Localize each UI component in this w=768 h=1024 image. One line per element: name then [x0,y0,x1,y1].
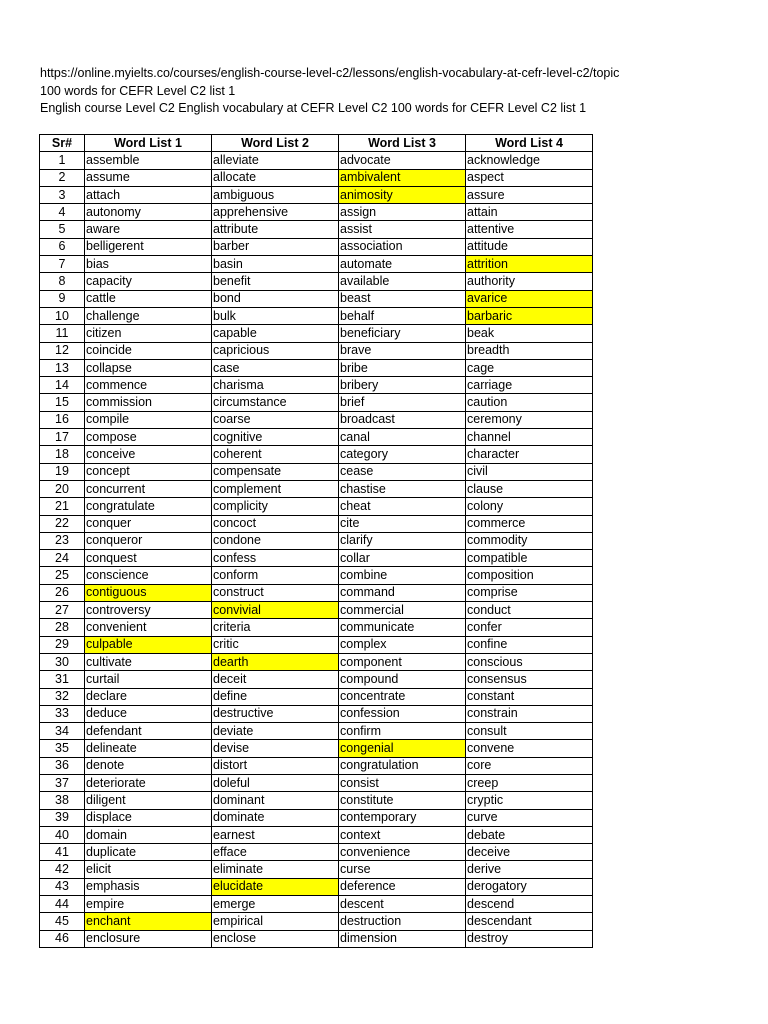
word-cell-list-4: commerce [466,515,593,532]
table-row [40,602,593,619]
table-row [40,411,593,428]
table-row [40,463,593,480]
word-cell-list-3: dimension [339,930,466,947]
word-cell-list-1: capacity [85,273,212,290]
word-cell-list-4: authority [466,273,593,290]
word-cell-list-1: belligerent [85,238,212,255]
row-number-cell: 14 [40,377,85,394]
word-cell-list-1: elicit [85,861,212,878]
word-cell-list-3: cease [339,463,466,480]
word-list-table [39,134,593,948]
word-cell-list-2: confess [212,550,339,567]
row-number-cell: 34 [40,723,85,740]
word-cell-list-2: complement [212,480,339,497]
table-row [40,636,593,653]
word-cell-list-1: empire [85,896,212,913]
row-number-cell: 26 [40,584,85,601]
word-cell-list-2: deviate [212,723,339,740]
word-cell-list-1: citizen [85,325,212,342]
word-cell-list-1: controversy [85,602,212,619]
document-header [40,65,619,118]
word-cell-list-3: beneficiary [339,325,466,342]
word-cell-list-4: creep [466,774,593,791]
word-cell-list-4: cage [466,359,593,376]
table-row [40,152,593,169]
word-cell-list-2: critic [212,636,339,653]
word-cell-list-4: confine [466,636,593,653]
word-cell-list-3: cite [339,515,466,532]
word-cell-list-3: concentrate [339,688,466,705]
word-cell-list-3: component [339,653,466,670]
word-cell-list-4: ceremony [466,411,593,428]
table-row [40,221,593,238]
row-number-cell: 38 [40,792,85,809]
word-cell-list-3: confession [339,705,466,722]
word-cell-list-2: distort [212,757,339,774]
word-cell-list-4: descend [466,896,593,913]
word-cell-list-4: consult [466,723,593,740]
word-cell-list-4: deceive [466,844,593,861]
word-cell-list-4: attain [466,204,593,221]
word-cell-list-4: carriage [466,377,593,394]
word-cell-list-1: declare [85,688,212,705]
table-row [40,774,593,791]
row-number-cell: 33 [40,705,85,722]
word-cell-list-4: attitude [466,238,593,255]
word-cell-list-2: alleviate [212,152,339,169]
word-cell-list-1: conquest [85,550,212,567]
word-cell-list-2: destructive [212,705,339,722]
row-number-cell: 45 [40,913,85,930]
table-row [40,204,593,221]
word-cell-list-4: commodity [466,532,593,549]
word-cell-list-2: barber [212,238,339,255]
table-row [40,792,593,809]
word-cell-list-4: constrain [466,705,593,722]
word-cell-list-4: descendant [466,913,593,930]
table-row [40,930,593,947]
word-cell-list-1: defendant [85,723,212,740]
row-number-cell: 10 [40,307,85,324]
breadcrumb: English course Level C2 English vocabulary at CEFR Level C2 100 words for CEFR Level C2 list 1 [40,101,587,115]
word-cell-list-3: deference [339,878,466,895]
row-number-cell: 17 [40,429,85,446]
word-cell-list-3: cheat [339,498,466,515]
word-cell-list-1: assemble [85,152,212,169]
row-number-cell: 20 [40,480,85,497]
word-cell-list-2: condone [212,532,339,549]
word-cell-list-4: constant [466,688,593,705]
word-cell-list-2: convivial [212,602,339,619]
word-cell-list-3: chastise [339,480,466,497]
table-row [40,532,593,549]
word-cell-list-4: attrition [466,256,593,273]
word-cell-list-1: cattle [85,290,212,307]
word-cell-list-1: curtail [85,671,212,688]
word-cell-list-3: compound [339,671,466,688]
word-cell-list-2: complicity [212,498,339,515]
word-cell-list-3: combine [339,567,466,584]
word-cell-list-2: earnest [212,826,339,843]
word-cell-list-2: basin [212,256,339,273]
list-title: 100 words for CEFR Level C2 list 1 [40,83,236,98]
table-row [40,273,593,290]
table-row [40,480,593,497]
word-cell-list-4: consensus [466,671,593,688]
table-row [40,705,593,722]
word-cell-list-3: assign [339,204,466,221]
word-cell-list-4: avarice [466,290,593,307]
word-cell-list-3: assist [339,221,466,238]
row-number-cell: 32 [40,688,85,705]
word-cell-list-2: enclose [212,930,339,947]
word-cell-list-1: domain [85,826,212,843]
row-number-cell: 37 [40,774,85,791]
table-row [40,861,593,878]
word-cell-list-1: culpable [85,636,212,653]
word-cell-list-3: bribery [339,377,466,394]
word-cell-list-3: bribe [339,359,466,376]
word-cell-list-3: clarify [339,532,466,549]
word-cell-list-3: constitute [339,792,466,809]
word-cell-list-1: conqueror [85,532,212,549]
row-number-cell: 9 [40,290,85,307]
word-cell-list-2: criteria [212,619,339,636]
word-cell-list-3: destruction [339,913,466,930]
word-cell-list-3: category [339,446,466,463]
word-cell-list-3: beast [339,290,466,307]
word-cell-list-4: composition [466,567,593,584]
word-cell-list-1: deteriorate [85,774,212,791]
source-url: https://online.myielts.co/courses/english-course-level-c2/lessons/english-vocabulary-at-cefr-level-c2/topic [40,66,620,80]
table-row [40,377,593,394]
row-number-cell: 2 [40,169,85,186]
row-number-cell: 28 [40,619,85,636]
table-row [40,169,593,186]
word-cell-list-3: commercial [339,602,466,619]
table-row [40,653,593,670]
row-number-cell: 36 [40,757,85,774]
word-cell-list-2: define [212,688,339,705]
word-cell-list-2: empirical [212,913,339,930]
word-cell-list-4: derogatory [466,878,593,895]
column-header-sr: Sr# [40,135,85,152]
word-cell-list-2: conform [212,567,339,584]
table-row [40,826,593,843]
word-cell-list-4: caution [466,394,593,411]
table-row [40,342,593,359]
table-row [40,619,593,636]
column-header-word-list-1: Word List 1 [85,135,212,152]
table-row [40,723,593,740]
word-cell-list-3: command [339,584,466,601]
word-cell-list-4: aspect [466,169,593,186]
word-cell-list-3: behalf [339,307,466,324]
row-number-cell: 6 [40,238,85,255]
word-cell-list-2: dominant [212,792,339,809]
word-cell-list-1: cultivate [85,653,212,670]
word-cell-list-4: civil [466,463,593,480]
word-cell-list-3: convenience [339,844,466,861]
word-cell-list-3: brief [339,394,466,411]
table-row [40,325,593,342]
row-number-cell: 16 [40,411,85,428]
table-row [40,186,593,203]
column-header-word-list-4: Word List 4 [466,135,593,152]
word-cell-list-2: coherent [212,446,339,463]
table-row [40,498,593,515]
word-cell-list-2: charisma [212,377,339,394]
row-number-cell: 7 [40,256,85,273]
word-cell-list-3: association [339,238,466,255]
word-cell-list-4: acknowledge [466,152,593,169]
table-row [40,446,593,463]
word-cell-list-4: beak [466,325,593,342]
word-cell-list-1: convenient [85,619,212,636]
row-number-cell: 41 [40,844,85,861]
row-number-cell: 43 [40,878,85,895]
word-cell-list-2: apprehensive [212,204,339,221]
word-cell-list-2: construct [212,584,339,601]
row-number-cell: 27 [40,602,85,619]
word-cell-list-3: congratulation [339,757,466,774]
word-cell-list-4: compatible [466,550,593,567]
row-number-cell: 8 [40,273,85,290]
word-cell-list-4: channel [466,429,593,446]
table-row [40,584,593,601]
word-cell-list-1: conscience [85,567,212,584]
row-number-cell: 31 [40,671,85,688]
word-cell-list-1: denote [85,757,212,774]
word-cell-list-4: character [466,446,593,463]
word-cell-list-4: destroy [466,930,593,947]
word-cell-list-4: clause [466,480,593,497]
word-cell-list-3: automate [339,256,466,273]
row-number-cell: 35 [40,740,85,757]
table-row [40,515,593,532]
word-cell-list-3: broadcast [339,411,466,428]
word-cell-list-4: attentive [466,221,593,238]
word-cell-list-1: aware [85,221,212,238]
row-number-cell: 15 [40,394,85,411]
word-cell-list-1: contiguous [85,584,212,601]
table-row [40,429,593,446]
word-cell-list-3: communicate [339,619,466,636]
table-row [40,878,593,895]
word-cell-list-1: concurrent [85,480,212,497]
word-cell-list-4: confer [466,619,593,636]
word-cell-list-3: brave [339,342,466,359]
row-number-cell: 11 [40,325,85,342]
word-cell-list-4: cryptic [466,792,593,809]
table-row [40,671,593,688]
word-cell-list-2: capricious [212,342,339,359]
word-cell-list-3: complex [339,636,466,653]
word-cell-list-1: concept [85,463,212,480]
table-row [40,757,593,774]
word-cell-list-2: deceit [212,671,339,688]
word-cell-list-1: challenge [85,307,212,324]
word-cell-list-1: commission [85,394,212,411]
word-cell-list-2: eliminate [212,861,339,878]
row-number-cell: 1 [40,152,85,169]
word-cell-list-2: dominate [212,809,339,826]
row-number-cell: 23 [40,532,85,549]
word-cell-list-2: cognitive [212,429,339,446]
word-cell-list-3: contemporary [339,809,466,826]
row-number-cell: 39 [40,809,85,826]
table-row [40,238,593,255]
table-row [40,688,593,705]
word-cell-list-1: assume [85,169,212,186]
word-cell-list-3: advocate [339,152,466,169]
word-cell-list-2: case [212,359,339,376]
row-number-cell: 42 [40,861,85,878]
row-number-cell: 12 [40,342,85,359]
word-cell-list-4: conduct [466,602,593,619]
word-cell-list-4: breadth [466,342,593,359]
word-cell-list-3: context [339,826,466,843]
row-number-cell: 40 [40,826,85,843]
word-cell-list-4: barbaric [466,307,593,324]
word-cell-list-1: conceive [85,446,212,463]
row-number-cell: 5 [40,221,85,238]
table-row [40,359,593,376]
word-cell-list-2: emerge [212,896,339,913]
word-cell-list-4: core [466,757,593,774]
table-row [40,913,593,930]
table-row [40,290,593,307]
word-cell-list-3: collar [339,550,466,567]
table-row [40,394,593,411]
table-row [40,740,593,757]
word-cell-list-4: derive [466,861,593,878]
word-cell-list-1: delineate [85,740,212,757]
row-number-cell: 24 [40,550,85,567]
row-number-cell: 13 [40,359,85,376]
column-header-word-list-2: Word List 2 [212,135,339,152]
word-cell-list-4: colony [466,498,593,515]
word-cell-list-2: bulk [212,307,339,324]
word-cell-list-1: emphasis [85,878,212,895]
word-cell-list-1: attach [85,186,212,203]
table-row [40,256,593,273]
word-cell-list-1: commence [85,377,212,394]
row-number-cell: 29 [40,636,85,653]
word-cell-list-2: dearth [212,653,339,670]
word-cell-list-1: displace [85,809,212,826]
word-cell-list-2: coarse [212,411,339,428]
word-cell-list-3: confirm [339,723,466,740]
word-cell-list-3: congenial [339,740,466,757]
table-body [40,152,593,948]
word-cell-list-2: circumstance [212,394,339,411]
word-cell-list-1: duplicate [85,844,212,861]
table-row [40,567,593,584]
word-cell-list-2: bond [212,290,339,307]
word-cell-list-2: compensate [212,463,339,480]
table-row [40,896,593,913]
word-cell-list-3: consist [339,774,466,791]
word-cell-list-3: available [339,273,466,290]
table-row [40,550,593,567]
table-header-row [40,135,593,152]
table-row [40,307,593,324]
table-row [40,844,593,861]
word-cell-list-1: coincide [85,342,212,359]
word-cell-list-4: convene [466,740,593,757]
word-cell-list-2: devise [212,740,339,757]
column-header-word-list-3: Word List 3 [339,135,466,152]
word-cell-list-3: animosity [339,186,466,203]
word-cell-list-4: conscious [466,653,593,670]
row-number-cell: 44 [40,896,85,913]
row-number-cell: 46 [40,930,85,947]
table-row [40,809,593,826]
row-number-cell: 4 [40,204,85,221]
word-cell-list-1: collapse [85,359,212,376]
word-cell-list-1: compile [85,411,212,428]
word-cell-list-2: attribute [212,221,339,238]
word-cell-list-1: deduce [85,705,212,722]
word-cell-list-1: diligent [85,792,212,809]
row-number-cell: 22 [40,515,85,532]
word-cell-list-1: enclosure [85,930,212,947]
word-cell-list-1: congratulate [85,498,212,515]
word-cell-list-2: doleful [212,774,339,791]
word-cell-list-2: capable [212,325,339,342]
row-number-cell: 21 [40,498,85,515]
row-number-cell: 3 [40,186,85,203]
row-number-cell: 19 [40,463,85,480]
word-cell-list-4: comprise [466,584,593,601]
word-cell-list-1: enchant [85,913,212,930]
word-cell-list-3: ambivalent [339,169,466,186]
word-cell-list-2: ambiguous [212,186,339,203]
word-cell-list-1: autonomy [85,204,212,221]
row-number-cell: 25 [40,567,85,584]
word-cell-list-1: compose [85,429,212,446]
word-cell-list-1: bias [85,256,212,273]
word-cell-list-2: concoct [212,515,339,532]
word-cell-list-2: elucidate [212,878,339,895]
word-cell-list-2: allocate [212,169,339,186]
word-cell-list-4: debate [466,826,593,843]
word-cell-list-1: conquer [85,515,212,532]
word-cell-list-2: efface [212,844,339,861]
word-cell-list-3: curse [339,861,466,878]
word-cell-list-2: benefit [212,273,339,290]
row-number-cell: 30 [40,653,85,670]
row-number-cell: 18 [40,446,85,463]
word-cell-list-3: descent [339,896,466,913]
word-cell-list-4: curve [466,809,593,826]
word-cell-list-4: assure [466,186,593,203]
word-cell-list-3: canal [339,429,466,446]
